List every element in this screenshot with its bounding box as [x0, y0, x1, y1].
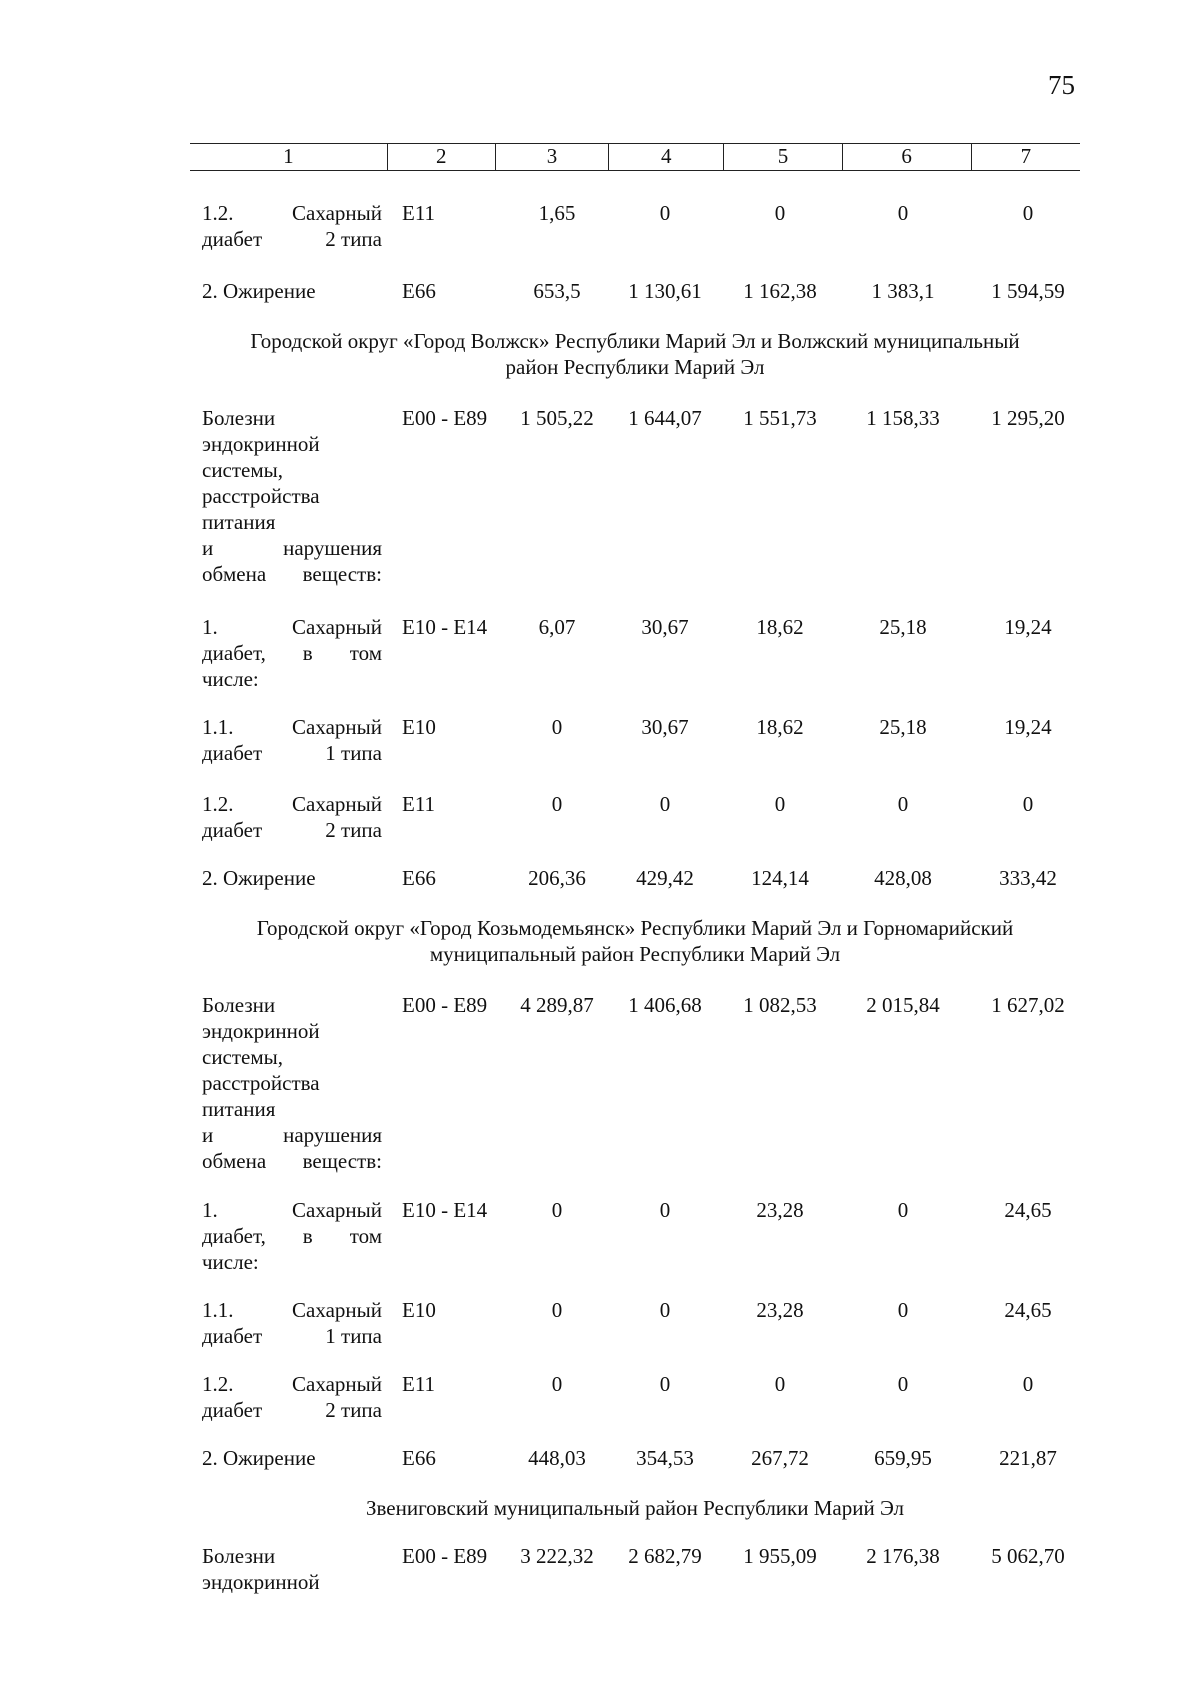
icd-code: E66 [402, 279, 436, 303]
indicator-name-word: Сахарный [292, 715, 382, 739]
indicator-name-word: эндокринной [202, 1019, 320, 1043]
indicator-name-word: питания [202, 510, 276, 534]
indicator-name-word: Сахарный [292, 615, 382, 639]
indicator-name-line [202, 457, 382, 483]
table-column-header [190, 143, 1080, 171]
page-number: 75 [1048, 70, 1075, 100]
indicator-name-word: расстройства [202, 1071, 320, 1095]
value-col-4: 354,53 [636, 1446, 694, 1470]
value-col-3: 0 [551, 1198, 563, 1222]
indicator-name-word: Сахарный [292, 1298, 382, 1322]
indicator-name-word: 1.2. [202, 792, 234, 816]
column-header-7: 7 [971, 144, 1080, 170]
indicator-name-word: эндокринной [202, 432, 320, 456]
indicator-name-line [202, 714, 382, 740]
indicator-name-word: диабет, [202, 1224, 266, 1248]
indicator-name-word: веществ: [302, 562, 382, 586]
value-col-7: 0 [1022, 792, 1034, 816]
indicator-name-word: в [302, 641, 313, 665]
indicator-name-line [202, 740, 382, 766]
value-col-6: 1 158,33 [866, 406, 940, 430]
indicator-name [202, 278, 382, 304]
indicator-name-line [202, 1018, 382, 1044]
indicator-name-line [202, 1148, 382, 1174]
indicator-name-line [202, 1371, 382, 1397]
indicator-name-word: нарушения [283, 1123, 382, 1147]
icd-code: E66 [402, 866, 436, 890]
value-col-3: 0 [551, 1298, 563, 1322]
region-heading [190, 915, 1080, 967]
indicator-name [202, 865, 382, 891]
indicator-name-line [202, 1543, 382, 1569]
value-col-5: 0 [774, 1372, 786, 1396]
value-col-6: 0 [897, 1298, 909, 1322]
indicator-name-word: нарушения [283, 536, 382, 560]
indicator-name-word: диабет [202, 818, 263, 842]
value-col-5: 18,62 [756, 715, 804, 739]
indicator-name-word: и [202, 1123, 214, 1147]
value-col-4: 30,67 [641, 715, 689, 739]
value-col-6: 2 015,84 [866, 993, 940, 1017]
indicator-name-line [202, 992, 382, 1018]
indicator-name-line [202, 509, 382, 535]
indicator-name-line [202, 1096, 382, 1122]
icd-code: E10 [402, 715, 436, 739]
indicator-name-line [202, 666, 382, 692]
value-col-3: 0 [551, 792, 563, 816]
indicator-name-word: 1. [202, 1198, 218, 1222]
indicator-name-line [202, 640, 382, 666]
column-header-3: 3 [495, 144, 608, 170]
region-heading-line: муниципальный район Республики Марий Эл [429, 942, 841, 966]
indicator-name-word: 1 типа [325, 1324, 382, 1348]
value-col-7: 333,42 [999, 866, 1057, 890]
indicator-name-word: 2 типа [325, 1398, 382, 1422]
value-col-7: 19,24 [1004, 615, 1052, 639]
value-col-4: 0 [659, 201, 671, 225]
indicator-name-line [202, 865, 382, 891]
value-col-3: 4 289,87 [520, 993, 594, 1017]
indicator-name-line [202, 405, 382, 431]
indicator-name-word: числе: [202, 1250, 259, 1274]
value-col-5: 124,14 [751, 866, 809, 890]
value-col-7: 1 295,20 [991, 406, 1065, 430]
icd-code: E66 [402, 1446, 436, 1470]
icd-code: E10 - E14 [402, 1198, 488, 1222]
value-col-3: 448,03 [528, 1446, 586, 1470]
indicator-name-word: Сахарный [292, 1198, 382, 1222]
value-col-6: 25,18 [879, 715, 927, 739]
indicator-name-line [202, 483, 382, 509]
value-col-3: 1,65 [538, 201, 576, 225]
region-heading [190, 1495, 1080, 1521]
column-header-6: 6 [842, 144, 971, 170]
value-col-7: 0 [1022, 201, 1034, 225]
column-header-4: 4 [608, 144, 723, 170]
region-heading-line: Городской округ «Город Волжск» Республики Марий Эл и Волжский муниципальный [250, 329, 1020, 353]
value-col-6: 0 [897, 1372, 909, 1396]
value-col-6: 0 [897, 792, 909, 816]
value-col-4: 0 [659, 1372, 671, 1396]
region-heading-line: Городской округ «Город Козьмодемьянск» Республики Марий Эл и Горномарийский [256, 916, 1014, 940]
value-col-7: 24,65 [1004, 1198, 1052, 1222]
value-col-5: 1 082,53 [743, 993, 817, 1017]
indicator-name-word: 2 типа [325, 227, 382, 251]
indicator-name-line [202, 1397, 382, 1423]
value-col-5: 267,72 [751, 1446, 809, 1470]
indicator-name-line [202, 1569, 382, 1595]
indicator-name [202, 1297, 382, 1349]
indicator-name-word: числе: [202, 667, 259, 691]
indicator-name-word: Болезни [202, 993, 276, 1017]
indicator-name-word: веществ: [302, 1149, 382, 1173]
indicator-name-line [202, 278, 382, 304]
region-heading [190, 328, 1080, 380]
icd-code: E10 [402, 1298, 436, 1322]
indicator-name [202, 791, 382, 843]
indicator-name-word: и [202, 536, 214, 560]
value-col-5: 0 [774, 201, 786, 225]
value-col-7: 1 627,02 [991, 993, 1065, 1017]
value-col-3: 653,5 [533, 279, 581, 303]
indicator-name-word: 1.1. [202, 715, 234, 739]
indicator-name-line [202, 817, 382, 843]
indicator-name-word: Сахарный [292, 792, 382, 816]
indicator-name-line [202, 226, 382, 252]
indicator-name-line [202, 561, 382, 587]
value-col-6: 0 [897, 1198, 909, 1222]
value-col-4: 429,42 [636, 866, 694, 890]
indicator-name [202, 1445, 382, 1471]
indicator-name-line [202, 1249, 382, 1275]
icd-code: E11 [402, 1372, 436, 1396]
indicator-name-line [202, 614, 382, 640]
value-col-5: 23,28 [756, 1198, 804, 1222]
value-col-7: 0 [1022, 1372, 1034, 1396]
value-col-3: 6,07 [538, 615, 576, 639]
indicator-name-word: 1 типа [325, 741, 382, 765]
column-header-5: 5 [723, 144, 841, 170]
indicator-name-word: 1. [202, 615, 218, 639]
indicator-name-word: обмена [202, 1149, 267, 1173]
indicator-name-line [202, 791, 382, 817]
indicator-name [202, 405, 382, 587]
indicator-name-line [202, 200, 382, 226]
indicator-name-line [202, 1044, 382, 1070]
value-col-3: 1 505,22 [520, 406, 594, 430]
icd-code: E11 [402, 792, 436, 816]
indicator-name-word: системы, [202, 458, 284, 482]
value-col-5: 18,62 [756, 615, 804, 639]
indicator-name-line [202, 1070, 382, 1096]
indicator-name-word: 2 типа [325, 818, 382, 842]
indicator-name-word: эндокринной [202, 1570, 320, 1594]
region-heading-line: район Республики Марий Эл [505, 355, 765, 379]
column-header-2: 2 [387, 144, 495, 170]
value-col-6: 659,95 [874, 1446, 932, 1470]
value-col-4: 2 682,79 [628, 1544, 702, 1568]
indicator-name-word: 2. Ожирение [202, 1446, 316, 1470]
indicator-name-word: диабет, [202, 641, 266, 665]
indicator-name-line [202, 1323, 382, 1349]
column-header-1: 1 [283, 144, 294, 168]
indicator-name-line [202, 1197, 382, 1223]
indicator-name-word: 1.1. [202, 1298, 234, 1322]
value-col-5: 1 955,09 [743, 1544, 817, 1568]
indicator-name-word: том [349, 641, 382, 665]
value-col-4: 0 [659, 1198, 671, 1222]
indicator-name-word: Сахарный [292, 201, 382, 225]
value-col-6: 0 [897, 201, 909, 225]
indicator-name [202, 1371, 382, 1423]
value-col-7: 221,87 [999, 1446, 1057, 1470]
indicator-name [202, 200, 382, 252]
indicator-name-line [202, 431, 382, 457]
indicator-name-line [202, 535, 382, 561]
indicator-name-word: 1.2. [202, 1372, 234, 1396]
indicator-name-word: 2. Ожирение [202, 866, 316, 890]
value-col-5: 1 551,73 [743, 406, 817, 430]
indicator-name-line [202, 1445, 382, 1471]
indicator-name-word: 2. Ожирение [202, 279, 316, 303]
value-col-6: 25,18 [879, 615, 927, 639]
value-col-7: 1 594,59 [991, 279, 1065, 303]
icd-code: E00 - E89 [402, 1544, 488, 1568]
value-col-5: 1 162,38 [743, 279, 817, 303]
indicator-name [202, 614, 382, 692]
indicator-name [202, 1197, 382, 1275]
value-col-4: 0 [659, 792, 671, 816]
value-col-4: 1 644,07 [628, 406, 702, 430]
value-col-6: 1 383,1 [871, 279, 935, 303]
indicator-name [202, 992, 382, 1174]
value-col-4: 30,67 [641, 615, 689, 639]
indicator-name-line [202, 1122, 382, 1148]
indicator-name-word: диабет [202, 227, 263, 251]
indicator-name [202, 1543, 382, 1595]
value-col-5: 23,28 [756, 1298, 804, 1322]
value-col-5: 0 [774, 792, 786, 816]
value-col-4: 1 130,61 [628, 279, 702, 303]
value-col-3: 206,36 [528, 866, 586, 890]
indicator-name-word: диабет [202, 1324, 263, 1348]
value-col-3: 3 222,32 [520, 1544, 594, 1568]
icd-code: E11 [402, 201, 436, 225]
indicator-name-word: диабет [202, 1398, 263, 1422]
icd-code: E00 - E89 [402, 993, 488, 1017]
value-col-3: 0 [551, 715, 563, 739]
indicator-name-word: обмена [202, 562, 267, 586]
icd-code: E00 - E89 [402, 406, 488, 430]
indicator-name-word: Болезни [202, 406, 276, 430]
value-col-4: 0 [659, 1298, 671, 1322]
value-col-7: 24,65 [1004, 1298, 1052, 1322]
indicator-name-word: расстройства [202, 484, 320, 508]
value-col-6: 428,08 [874, 866, 932, 890]
icd-code: E10 - E14 [402, 615, 488, 639]
region-heading-line: Звениговский муниципальный район Республики Марий Эл [365, 1496, 905, 1520]
indicator-name-word: Болезни [202, 1544, 276, 1568]
value-col-4: 1 406,68 [628, 993, 702, 1017]
indicator-name-word: питания [202, 1097, 276, 1121]
indicator-name-word: том [349, 1224, 382, 1248]
indicator-name-word: системы, [202, 1045, 284, 1069]
indicator-name-line [202, 1297, 382, 1323]
value-col-3: 0 [551, 1372, 563, 1396]
value-col-7: 19,24 [1004, 715, 1052, 739]
indicator-name-word: диабет [202, 741, 263, 765]
value-col-7: 5 062,70 [991, 1544, 1065, 1568]
indicator-name-line [202, 1223, 382, 1249]
indicator-name-word: Сахарный [292, 1372, 382, 1396]
indicator-name-word: в [302, 1224, 313, 1248]
indicator-name-word: 1.2. [202, 201, 234, 225]
indicator-name [202, 714, 382, 766]
value-col-6: 2 176,38 [866, 1544, 940, 1568]
